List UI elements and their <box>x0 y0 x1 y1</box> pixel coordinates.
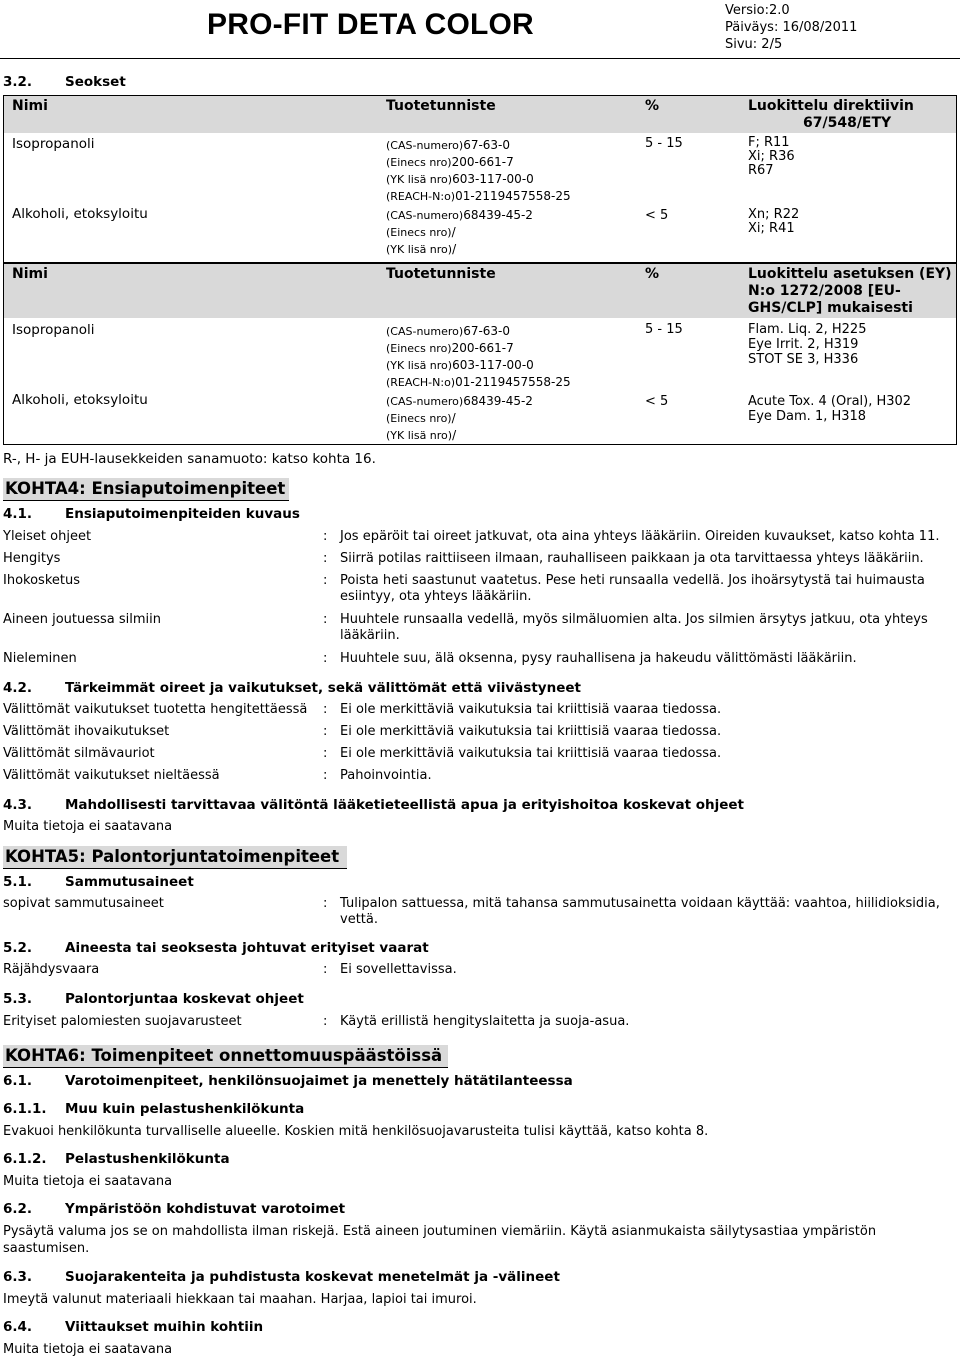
section-5-heading: KOHTA5: Palontorjuntatoimenpiteet <box>3 846 347 869</box>
list-item: Yleiset ohjeet : Jos epäröit tai oireet jatkuvat, ota aina yhteys lääkäriin. Oireiden kuvaukset, katso kohta 11. <box>3 529 940 544</box>
section-6-2-text: Pysäytä valuma jos se on mahdollista ilman riskejä. Estä aineen joutuminen viemäriin. Käytä asianmukaista säilytysastiaa ympäristön saastumisen. <box>3 1224 877 1256</box>
list-item: Välittömät vaikutukset tuotetta hengitettäessä : Ei ole merkittäviä vaikutuksia tai kriittisiä vaaraa tiedossa. <box>3 702 722 717</box>
table-row: Alkoholi, etoksyloitu (CAS-numero)68439-45-2 (Einecs nro)/ (YK lisä nro)/ < 5 Xn; R22 Xi; R41 <box>12 206 800 256</box>
section-4-3-heading: 4.3. Mahdollisesti tarvittavaa välitöntä lääketieteellistä apua ja erityishoitoa koskevat ohjeet <box>3 797 745 813</box>
section-6-1-heading: 6.1. Varotoimenpiteet, henkilönsuojaimet ja menettely hätätilanteessa <box>3 1073 573 1089</box>
list-item: Aineen joutuessa silmiin : Huuhtele runsaalla vedellä, myös silmäluomien alta. Jos silmien ärsytys jatkuu, ota yhteys lääkäriin. <box>3 612 928 643</box>
section-6-1-2-heading: 6.1.2. Pelastushenkilökunta <box>3 1151 230 1167</box>
product-identifiers: (CAS-numero)68439-45-2 (Einecs nro)/ (YK lisä nro)/ <box>386 208 533 256</box>
list-item: Välittömät silmävauriot : Ei ole merkittäviä vaikutuksia tai kriittisiä vaaraa tiedossa. <box>3 746 722 761</box>
product-identifiers: (CAS-numero)67-63-0 (Einecs nro)200-661-7 (YK lisä nro)603-117-00-0 (REACH-N:o)01-2119457558-25 <box>386 324 571 389</box>
section-4-2-heading: 4.2. Tärkeimmät oireet ja vaikutukset, sekä välittömät että viivästyneet <box>3 680 581 696</box>
table-footnote: R-, H- ja EUH-lausekkeiden sanamuoto: katso kohta 16. <box>3 451 376 467</box>
document-title: PRO-FIT DETA COLOR <box>207 8 534 41</box>
section-6-1-1-heading: 6.1.1. Muu kuin pelastushenkilökunta <box>3 1101 305 1117</box>
table-row: Alkoholi, etoksyloitu (CAS-numero)68439-45-2 (Einecs nro)/ (YK lisä nro)/ < 5 Acute Tox. 4 (Oral), H302 Eye Dam. 1, H318 <box>12 392 912 442</box>
table-header: Nimi Tuotetunniste % Luokittelu direktiivin 67/548/ETY <box>4 96 956 133</box>
section-4-3-text: Muita tietoja ei saatavana <box>3 819 173 834</box>
date-label: Päiväys: 16/08/2011 <box>725 20 858 35</box>
table-header: Nimi Tuotetunniste % Luokittelu asetuksen (EY) N:o 1272/2008 [EU- GHS/CLP] mukaisesti <box>4 264 956 318</box>
section-6-3-heading: 6.3. Suojarakenteita ja puhdistusta koskevat menetelmät ja -välineet <box>3 1269 560 1285</box>
classification: Acute Tox. 4 (Oral), H302 Eye Dam. 1, H318 <box>748 394 912 424</box>
composition-table-clp <box>3 263 957 445</box>
section-3-2-heading: 3.2. Seokset <box>3 74 126 90</box>
section-5-1-heading: 5.1. Sammutusaineet <box>3 874 194 890</box>
composition-table-dsd <box>3 95 957 263</box>
list-item: Hengitys : Siirrä potilas raittiiseen ilmaan, rauhalliseen paikkaan ja ota tarvittaessa yhteys lääkäriin. <box>3 551 924 566</box>
section-5-3-heading: 5.3. Palontorjuntaa koskevat ohjeet <box>3 991 304 1007</box>
section-4-1-heading: 4.1. Ensiaputoimenpiteiden kuvaus <box>3 506 300 522</box>
table-row: Isopropanoli (CAS-numero)67-63-0 (Einecs nro)200-661-7 (YK lisä nro)603-117-00-0 (REACH-N:o)01-2119457558-25 5 - 15 F; R11 Xi; R36 R67 <box>12 135 795 203</box>
list-item: Välittömät vaikutukset nieltäessä : Pahoinvointia. <box>3 768 432 783</box>
classification: F; R11 Xi; R36 R67 <box>748 135 795 178</box>
section-6-1-2-text: Muita tietoja ei saatavana <box>3 1174 173 1189</box>
list-item: Räjähdysvaara : Ei sovellettavissa. <box>3 962 457 977</box>
list-item: Ihokosketus : Poista heti saastunut vaatetus. Pese heti runsaalla vedellä. Jos ihoärsytystä tai huimausta esiintyy, ota yhteys lääkäriin. <box>3 573 925 604</box>
product-identifiers: (CAS-numero)68439-45-2 (Einecs nro)/ (YK lisä nro)/ <box>386 394 533 442</box>
section-4-heading: KOHTA4: Ensiaputoimenpiteet <box>3 478 289 501</box>
section-6-3-text: Imeytä valunut materiaali hiekkaan tai maahan. Harjaa, lapioi tai imuroi. <box>3 1292 477 1307</box>
version-label: Versio:2.0 <box>725 3 790 18</box>
header-divider <box>0 58 960 59</box>
classification: Flam. Liq. 2, H225 Eye Irrit. 2, H319 STOT SE 3, H336 <box>748 322 867 367</box>
page-number: Sivu: 2/5 <box>725 37 783 52</box>
list-item: Erityiset palomiesten suojavarusteet : Käytä erillistä hengityslaitetta ja suoja-asua. <box>3 1014 630 1029</box>
table-row: Isopropanoli (CAS-numero)67-63-0 (Einecs nro)200-661-7 (YK lisä nro)603-117-00-0 (REACH-N:o)01-2119457558-25 5 - 15 Flam. Liq. 2, H225 Eye Irrit. 2, H319 STOT SE 3, H336 <box>12 322 867 389</box>
section-6-4-text: Muita tietoja ei saatavana <box>3 1342 173 1357</box>
section-6-2-heading: 6.2. Ympäristöön kohdistuvat varotoimet <box>3 1201 346 1217</box>
list-item: sopivat sammutusaineet : Tulipalon sattuessa, mitä tahansa sammutusainetta voidaan käyttää: vaahtoa, hiilidioksidia, vettä. <box>3 896 940 927</box>
section-5-2-heading: 5.2. Aineesta tai seoksesta johtuvat erityiset vaarat <box>3 940 429 956</box>
document-meta <box>725 2 857 53</box>
list-item: Välittömät ihovaikutukset : Ei ole merkittäviä vaikutuksia tai kriittisiä vaaraa tiedossa. <box>3 724 722 739</box>
section-6-1-1-text: Evakuoi henkilökunta turvalliselle alueelle. Koskien mitä henkilösuojavarusteita tulisi käyttää, katso kohta 8. <box>3 1124 709 1139</box>
section-6-4-heading: 6.4. Viittaukset muihin kohtiin <box>3 1319 264 1335</box>
classification: Xn; R22 Xi; R41 <box>748 207 800 236</box>
product-identifiers: (CAS-numero)67-63-0 (Einecs nro)200-661-7 (YK lisä nro)603-117-00-0 (REACH-N:o)01-2119457558-25 <box>386 138 571 203</box>
list-item: Nieleminen : Huuhtele suu, älä oksenna, pysy rauhallisena ja hakeudu välittömästi lääkäriin. <box>3 651 857 666</box>
section-6-heading: KOHTA6: Toimenpiteet onnettomuuspäästöissä <box>3 1045 448 1068</box>
